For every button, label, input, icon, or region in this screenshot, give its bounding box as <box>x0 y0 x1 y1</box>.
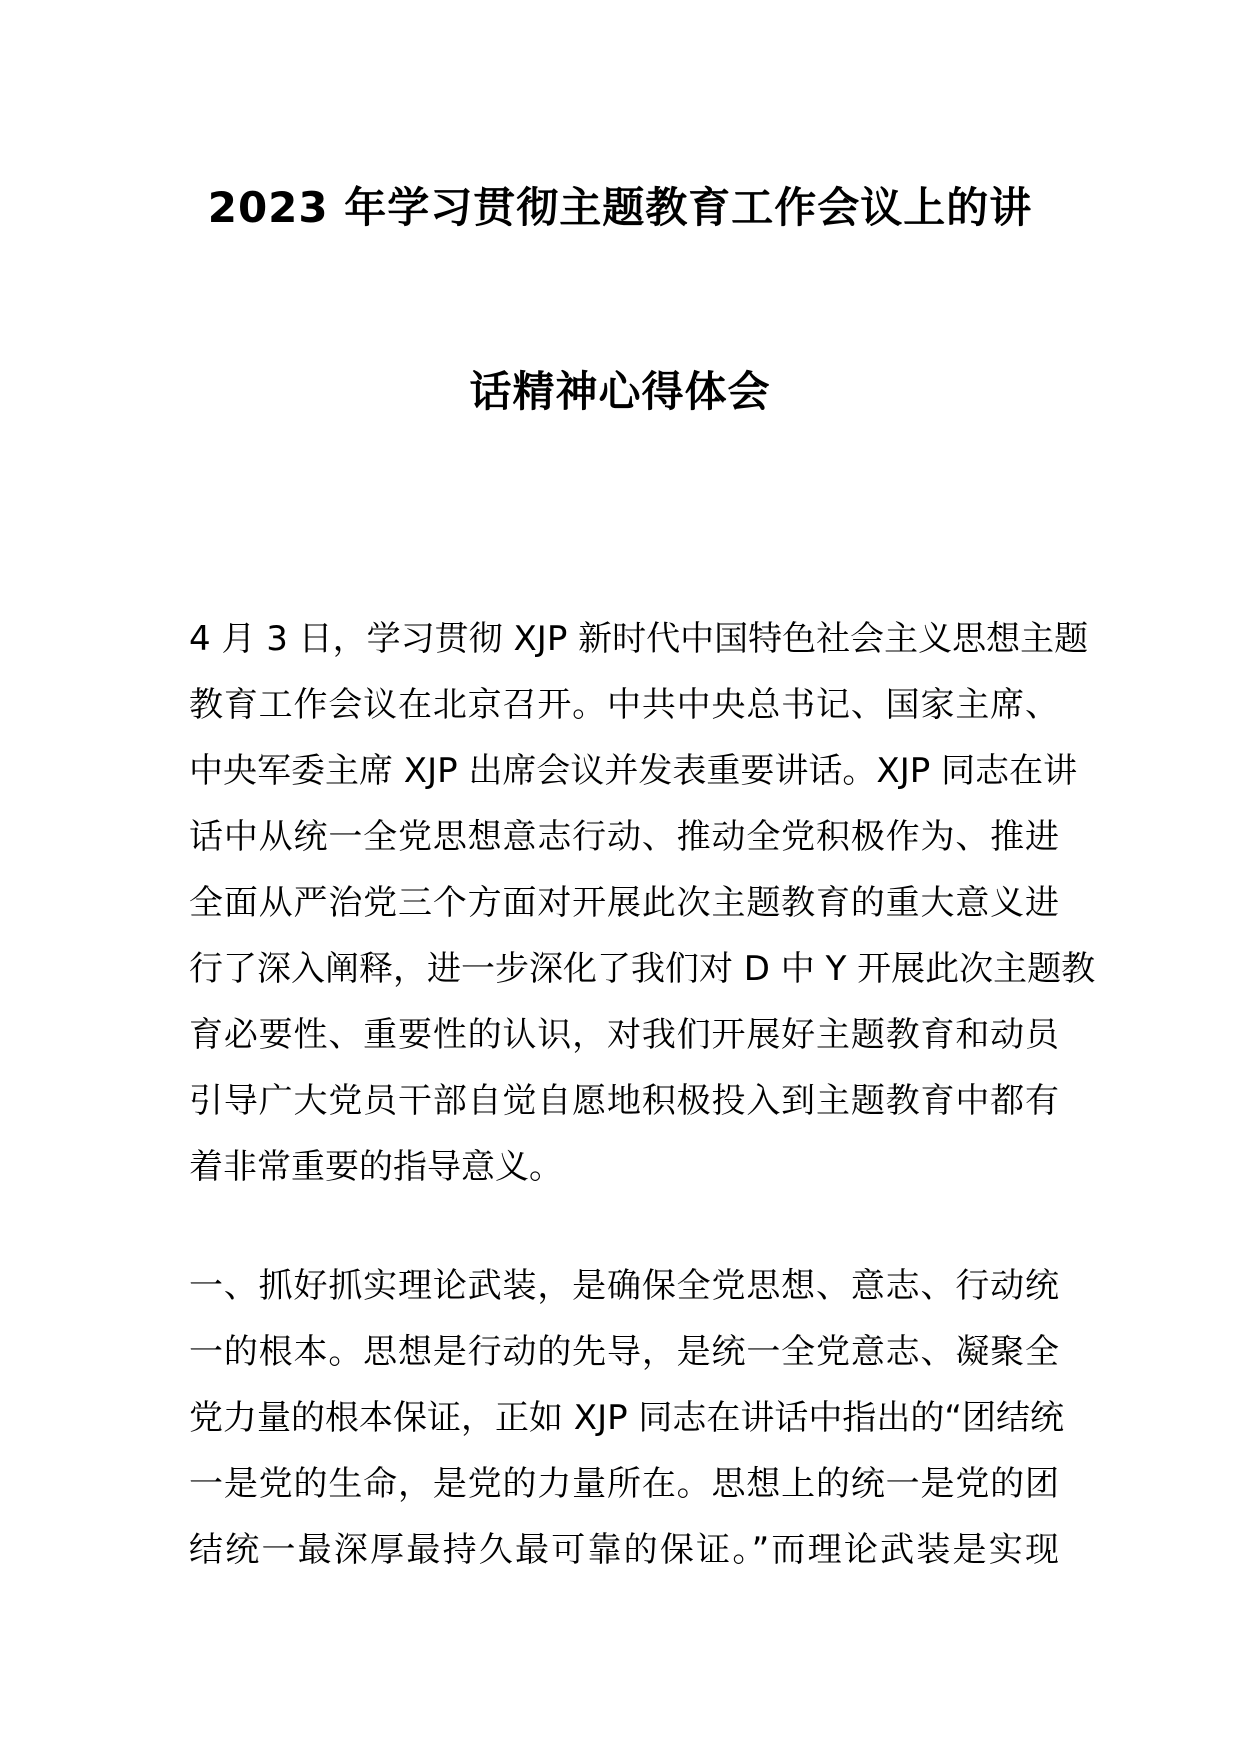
paragraph-line: 一、抓好抓实理论武装，是确保全党思想、意志、行动统 <box>189 1266 1059 1306</box>
paragraph-line: 党力量的根本保证，正如 XJP 同志在讲话中指出的“团结统 <box>189 1398 1065 1438</box>
paragraph-line: 一是党的生命，是党的力量所在。思想上的统一是党的团 <box>189 1464 1059 1504</box>
paragraph-2 <box>189 1253 1065 1583</box>
paragraph-line: 引导广大党员干部自觉自愿地积极投入到主题教育中都有 <box>189 1081 1059 1121</box>
paragraph-1 <box>189 606 1096 1200</box>
paragraph-line: 教育工作会议在北京召开。中共中央总书记、国家主席、 <box>189 685 1059 725</box>
paragraph-line: 育必要性、重要性的认识，对我们开展好主题教育和动员 <box>189 1015 1059 1055</box>
paragraph-line: 中央军委主席 XJP 出席会议并发表重要讲话。XJP 同志在讲 <box>189 751 1078 791</box>
document-title-line-2: 话精神心得体会 <box>469 367 771 416</box>
paragraph-line: 一的根本。思想是行动的先导，是统一全党意志、凝聚全 <box>189 1332 1059 1372</box>
paragraph-line: 行了深入阐释，进一步深化了我们对 D 中 Y 开展此次主题教 <box>189 949 1096 989</box>
paragraph-line: 全面从严治党三个方面对开展此次主题教育的重大意义进 <box>189 883 1059 923</box>
document-title-line-1: 2023 年学习贯彻主题教育工作会议上的讲 <box>207 183 1033 232</box>
paragraph-line: 话中从统一全党思想意志行动、推动全党积极作为、推进 <box>189 817 1059 857</box>
paragraph-line: 4 月 3 日，学习贯彻 XJP 新时代中国特色社会主义思想主题 <box>189 619 1089 659</box>
paragraph-line: 结统一最深厚最持久最可靠的保证。”而理论武装是实现 <box>189 1530 1059 1570</box>
paragraph-line: 着非常重要的指导意义。 <box>189 1147 563 1187</box>
